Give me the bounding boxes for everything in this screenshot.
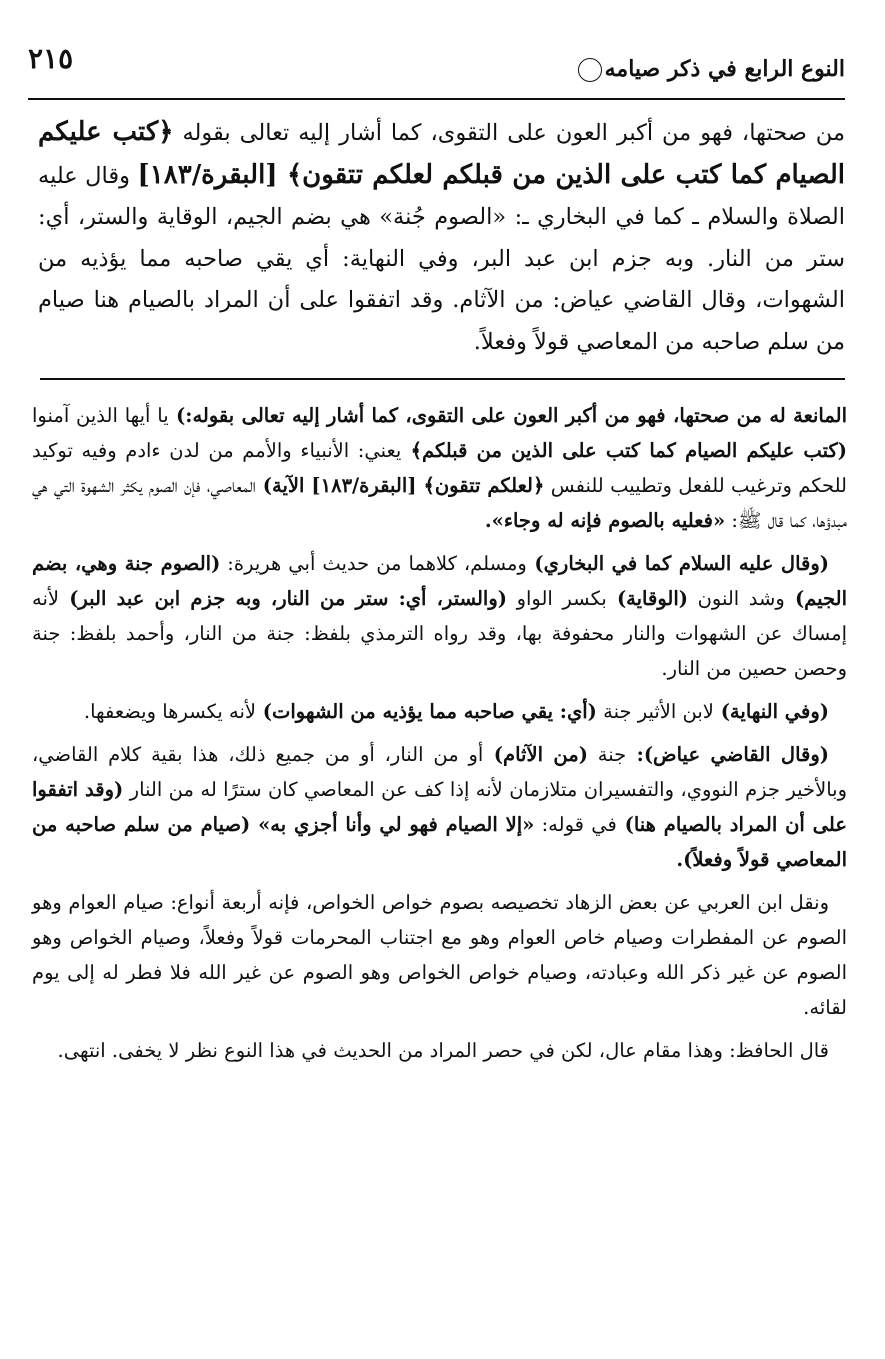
commentary-quoted-text: (من الآثام): [483, 743, 588, 766]
commentary-text: المعاصي، فإن الصوم يكثر الشهوة التي هي مبدؤها، كما قال ﷺ:: [32, 474, 847, 532]
salutation-seal-icon: [578, 58, 602, 82]
commentary-quoted-text: المانعة له من صحتها، فهو من أكبر العون على التقوى، كما أشار إليه تعالى بقوله:): [168, 404, 847, 427]
page-number: ٢١٥: [28, 42, 74, 75]
commentary-paragraph: [32, 398, 847, 538]
main-paragraph: [38, 112, 845, 363]
quran-verse: ﴿كتب عليكم الصيام كما كتب على الذين من قبلكم لعلكم تتقون﴾ [البقرة/١٨٣]: [38, 117, 846, 190]
footnote-divider: [40, 378, 845, 380]
commentary-text: في قوله:: [534, 813, 617, 836]
commentary-quoted-text: (الصوم جنة وهي، بضم الجيم): [32, 552, 847, 610]
commentary-text: قال الحافظ: وهذا مقام عال، لكن في حصر المراد من الحديث في هذا النوع نظر لا يخفى. انتهى.: [57, 1039, 829, 1062]
commentary-text: يعني: الأنبياء والأمم من لدن ءادم وفيه توكيد للحكم وترغيب للفعل وتطييب للنفس: [32, 439, 847, 497]
commentary-quoted-text: «إلا الصيام فهو لي وأنا أجزي به» (صيام من سلم صاحبه من المعاصي قولاً وفعلاً).: [32, 813, 847, 871]
commentary-paragraph: [32, 1033, 847, 1068]
commentary-paragraph: [32, 737, 847, 877]
commentary-quoted-text: (وقد اتفقوا على أن المراد بالصيام هنا): [32, 778, 848, 836]
main-text-run: من صحتها، فهو من أكبر العون على التقوى، كما أشار إليه تعالى بقوله: [173, 120, 845, 146]
commentary-quoted-text: (الوقاية): [606, 587, 688, 610]
commentary-quoted-text: (وقال القاضي عياض):: [626, 743, 829, 766]
commentary-quoted-text: (والستر، أي: ستر من النار، وبه جزم ابن عبد البر): [59, 587, 507, 610]
commentary-quoted-text: (كتب عليكم الصيام كما كتب على الذين من قبلكم﴾: [401, 439, 847, 462]
page-header: [28, 38, 845, 100]
commentary-text: يا أيها الذين آمنوا: [32, 404, 169, 427]
commentary-paragraph: [32, 546, 847, 686]
commentary-text: بكسر الواو: [506, 587, 607, 610]
main-text-run: وقال عليه الصلاة والسلام ـ كما في البخاري ـ: «الصوم جُنة» هي بضم الجيم، الوقاية والستر، أي: ستر من النار. وبه جزم ابن عبد البر، وفي النهاية: أي يقي صاحبه مما يؤذيه من الشهوات، وقال القاضي عياض: من الآثام. وقد اتفقوا على أن المراد بالصيام هنا صيام من سلم صاحبه من المعاصي قولاً وفعلاً.: [38, 162, 845, 355]
commentary-text: ومسلم، كلاهما من حديث أبي هريرة:: [220, 552, 527, 575]
commentary-quoted-text: ﴿لعلكم تتقون﴾ [البقرة/١٨٣] الآية): [255, 474, 545, 497]
commentary-paragraph: [32, 885, 847, 1025]
running-title: [575, 56, 845, 82]
commentary-quoted-text: «فعليه بالصوم فإنه له وجاء».: [484, 509, 726, 532]
commentary-text: لابن الأثير جنة: [596, 700, 714, 723]
commentary-text: ونقل ابن العربي عن بعض الزهاد تخصيصه بصوم خواص الخواص، فإنه أربعة أنواع: صيام العوام وهو الصوم عن المفطرات وصيام خاص العوام وهو مع اجتناب المحرمات قولاً وفعلاً، وصيام الخواص وهو الصوم عن غير ذكر الله وعبادته، وصيام خواص الخواص وهو الصوم عن غير الله فلا فطر له إلى يوم لقائه.: [32, 891, 847, 1019]
commentary-quoted-text: (وفي النهاية): [713, 700, 829, 723]
commentary-text: أو من النار، أو من جميع ذلك، هذا بقية كلام القاضي، وبالأخير جزم النووي، والتفسيران متلازمان لأنه إذا كف عن المعاصي كان سترًا له من النار: [32, 743, 847, 801]
commentary-quoted-text: (وقال عليه السلام كما في البخاري): [526, 552, 829, 575]
commentary-text: لأنه يكسرها ويضعفها.: [83, 700, 257, 723]
commentary-text: جنة: [587, 743, 627, 766]
running-title-text: النوع الرابع في ذكر صيامه: [604, 56, 845, 82]
commentary-text: لأنه إمساك عن الشهوات والنار محفوفة بها، وقد رواه الترمذي بلفظ: جنة من النار، وأحمد بلفظ: جنة وحصن حصين من النار.: [32, 587, 847, 680]
commentary-text: وشد النون: [687, 587, 785, 610]
commentary-quoted-text: (أي: يقي صاحبه مما يؤذيه من الشهوات): [256, 700, 597, 723]
main-text: [38, 112, 845, 363]
commentary-paragraph: [32, 694, 847, 729]
commentary: [32, 398, 847, 1076]
